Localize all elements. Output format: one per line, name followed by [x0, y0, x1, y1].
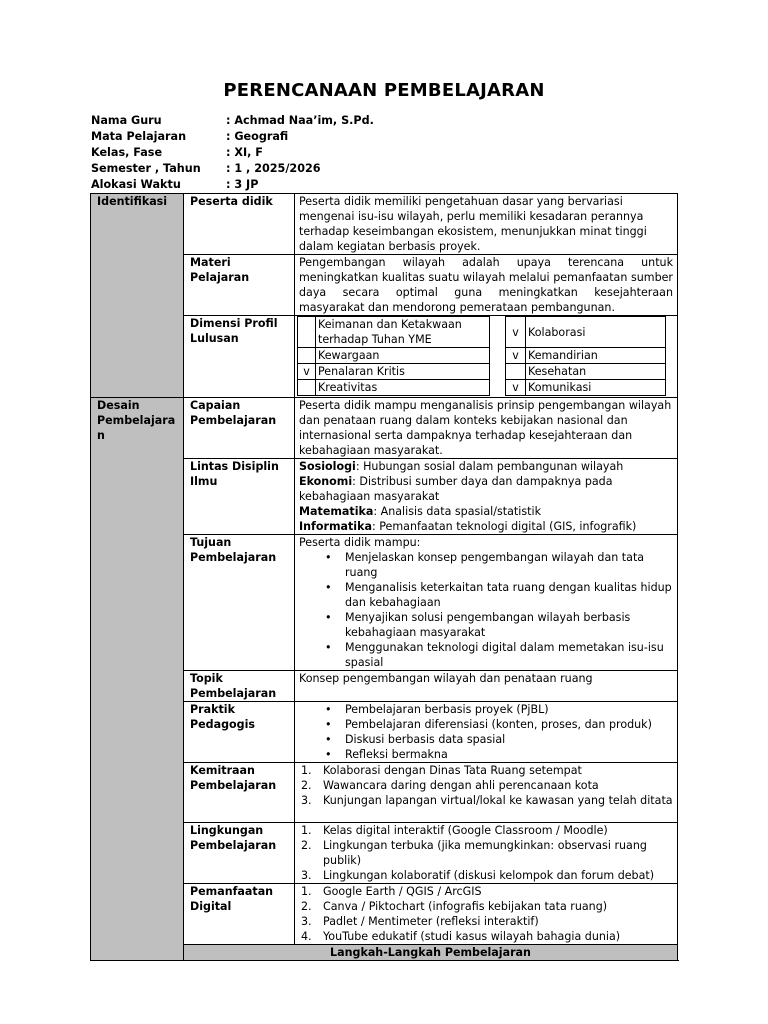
- lingkungan-list: [299, 823, 673, 883]
- list-item: [301, 793, 673, 808]
- dimensi-table: [297, 316, 666, 396]
- steps-heading: Langkah-Langkah Pembelajaran: [184, 945, 678, 961]
- info-value: : Geografi: [226, 130, 289, 143]
- lintas-subject: Sosiologi: [299, 460, 356, 473]
- row-peserta: [91, 194, 678, 255]
- check-mark: v: [298, 364, 316, 380]
- item-text: Lingkungan kolaboratif (diskusi kelompok dan forum debat): [323, 869, 655, 882]
- kemitraan-list: [299, 763, 673, 808]
- dimensi-item: Kolaborasi: [526, 317, 666, 348]
- list-item: • Pembelajaran berbasis proyek (PjBL): [345, 702, 673, 717]
- check-mark: [298, 348, 316, 364]
- label-lingkungan: Lingkungan Pembelajaran: [184, 823, 295, 884]
- item-text: Kelas digital interaktif (Google Classroom / Moodle): [323, 824, 608, 837]
- topik-text: Konsep pengembangan wilayah dan penataan ruang: [295, 671, 678, 702]
- lintas-subject: Matematika: [299, 505, 374, 518]
- row-capaian: [91, 398, 678, 459]
- teacher-info: [91, 113, 511, 193]
- tujuan-cell: [295, 535, 678, 671]
- list-item: • Refleksi bermakna: [345, 747, 673, 762]
- item-number: 3.: [301, 794, 312, 807]
- item-text: Padlet / Mentimeter (refleksi interaktif): [323, 915, 539, 928]
- list-item: [301, 823, 673, 838]
- lintas-item: [299, 474, 673, 504]
- info-key: Nama Guru: [91, 114, 162, 127]
- list-item: [301, 778, 673, 793]
- dimensi-row: [298, 348, 666, 364]
- dimensi-item: Kreativitas: [316, 380, 490, 396]
- lintas-list: [295, 459, 678, 535]
- item-text: Kunjungan lapangan virtual/lokal ke kawasan yang telah ditata: [323, 794, 673, 807]
- dimensi-row: [298, 364, 666, 380]
- label-lintas: Lintas Disiplin Ilmu: [184, 459, 295, 535]
- tujuan-intro: Peserta didik mampu:: [299, 536, 421, 549]
- lintas-item: [299, 459, 673, 474]
- label-materi: Materi Pelajaran: [184, 255, 295, 316]
- label-peserta: Peserta didik: [184, 194, 295, 255]
- dimensi-item: Kemandirian: [526, 348, 666, 364]
- item-number: 3.: [301, 869, 312, 882]
- info-value: : 3 JP: [226, 178, 259, 191]
- dimensi-item: Kewargaan: [316, 348, 490, 364]
- dimensi-gap: [490, 348, 506, 364]
- item-number: 2.: [301, 839, 312, 852]
- item-number: 4.: [301, 930, 312, 943]
- list-item: [301, 868, 673, 883]
- info-value: : XI, F: [226, 146, 263, 159]
- item-number: 1.: [301, 764, 312, 777]
- section-identifikasi: Identifikasi: [91, 194, 184, 398]
- check-mark: [506, 364, 526, 380]
- check-mark: v: [506, 317, 526, 348]
- item-text: Lingkungan terbuka (jika memungkinkan: observasi ruang publik): [323, 839, 647, 867]
- list-item: [301, 899, 673, 914]
- info-key: Kelas, Fase: [91, 146, 163, 159]
- lintas-desc: : Analisis data spasial/statistik: [373, 505, 542, 518]
- lintas-item: [299, 519, 673, 534]
- dimensi-row: [298, 380, 666, 396]
- lintas-subject: Ekonomi: [299, 475, 353, 488]
- dimensi-gap: [490, 317, 506, 348]
- praktik-cell: [295, 702, 678, 763]
- peserta-text: Peserta didik memiliki pengetahuan dasar yang bervariasi mengenai isu-isu wilayah, perlu memiliki kesadaran perannya terhadap keseimbangan ekosistem, menunjukkan minat tinggi dalam kegiatan berbasis proyek.: [295, 194, 678, 255]
- info-row: [91, 161, 511, 177]
- info-row: [91, 113, 511, 129]
- info-value: : Achmad Naa’im, S.Pd.: [226, 114, 374, 127]
- list-item: • Menjelaskan konsep pengembangan wilayah dan tata ruang: [345, 550, 673, 580]
- list-item: [301, 763, 673, 778]
- info-key: Mata Pelajaran: [91, 130, 187, 143]
- info-row: [91, 177, 511, 193]
- item-number: 2.: [301, 779, 312, 792]
- lingkungan-cell: [295, 823, 678, 884]
- info-row: [91, 145, 511, 161]
- check-mark: [298, 380, 316, 396]
- label-praktik: Praktik Pedagogis: [184, 702, 295, 763]
- label-tujuan: Tujuan Pembelajaran: [184, 535, 295, 671]
- praktik-list: [299, 702, 673, 762]
- list-item: • Diskusi berbasis data spasial: [345, 732, 673, 747]
- kemitraan-cell: [295, 763, 678, 823]
- list-item: • Pembelajaran diferensiasi (konten, proses, dan produk): [345, 717, 673, 732]
- item-text: Kolaborasi dengan Dinas Tata Ruang setempat: [323, 764, 582, 777]
- item-text: Wawancara daring dengan ahli perencanaan kota: [323, 779, 599, 792]
- label-topik: Topik Pembelajaran: [184, 671, 295, 702]
- lintas-desc: : Pemanfaatan teknologi digital (GIS, infografik): [371, 520, 637, 533]
- label-kemitraan: Kemitraan Pembelajaran: [184, 763, 295, 823]
- item-text: Google Earth / QGIS / ArcGIS: [323, 885, 482, 898]
- list-item: • Menggunakan teknologi digital dalam memetakan isu-isu spasial: [345, 640, 673, 670]
- info-key: Semester , Tahun: [91, 162, 201, 175]
- list-item: [301, 884, 673, 899]
- pemanfaatan-list: [299, 884, 673, 944]
- dimensi-item: Kesehatan: [526, 364, 666, 380]
- item-number: 1.: [301, 824, 312, 837]
- item-number: 2.: [301, 900, 312, 913]
- list-item: • Menyajikan solusi pengembangan wilayah berbasis kebahagiaan masyarakat: [345, 610, 673, 640]
- tujuan-list: [299, 550, 673, 670]
- dimensi-gap: [490, 364, 506, 380]
- dimensi-item: Komunikasi: [526, 380, 666, 396]
- check-mark: v: [506, 348, 526, 364]
- plan-table: [90, 193, 678, 961]
- lintas-desc: : Hubungan sosial dalam pembangunan wilayah: [355, 460, 624, 473]
- check-mark: [298, 317, 316, 348]
- dimensi-cell: [295, 316, 678, 398]
- item-number: 3.: [301, 915, 312, 928]
- label-pemanfaatan: Pemanfaatan Digital: [184, 884, 295, 945]
- page-title: PERENCANAAN PEMBELAJARAN: [223, 80, 545, 101]
- check-mark: v: [506, 380, 526, 396]
- list-item: [301, 929, 673, 944]
- info-value: : 1 , 2025/2026: [226, 162, 321, 175]
- lintas-item: [299, 504, 673, 519]
- info-row: [91, 129, 511, 145]
- materi-text: Pengembangan wilayah adalah upaya terencana untuk meningkatkan kualitas suatu wilayah melalui pemanfaatan sumber daya secara optimal guna meningkatkan kesejahteraan masyarakat dan mendorong pemerataan pembangunan.: [295, 255, 678, 316]
- dimensi-item: Penalaran Kritis: [316, 364, 490, 380]
- pemanfaatan-cell: [295, 884, 678, 945]
- dimensi-gap: [490, 380, 506, 396]
- item-text: Canva / Piktochart (infografis kebijakan tata ruang): [323, 900, 608, 913]
- item-text: YouTube edukatif (studi kasus wilayah bahagia dunia): [323, 930, 621, 943]
- info-key: Alokasi Waktu: [91, 178, 181, 191]
- item-number: 1.: [301, 885, 312, 898]
- label-capaian: Capaian Pembelajaran: [184, 398, 295, 459]
- dimensi-row: [298, 317, 666, 348]
- section-desain: Desain Pembelajara n: [91, 398, 184, 961]
- label-dimensi: Dimensi Profil Lulusan: [184, 316, 295, 398]
- lintas-subject: Informatika: [299, 520, 372, 533]
- list-item: [301, 838, 673, 868]
- dimensi-item: Keimanan dan Ketakwaan terhadap Tuhan YME: [316, 317, 490, 348]
- lintas-desc: : Distribusi sumber daya dan dampaknya pada kebahagiaan masyarakat: [299, 475, 613, 503]
- capaian-text: Peserta didik mampu menganalisis prinsip pengembangan wilayah dan penataan ruang dalam konteks kebijakan nasional dan internasional serta dampaknya terhadap kesejahteraan dan kebahagiaan masyarakat.: [295, 398, 678, 459]
- list-item: • Menganalisis keterkaitan tata ruang dengan kualitas hidup dan kebahagiaan: [345, 580, 673, 610]
- list-item: [301, 914, 673, 929]
